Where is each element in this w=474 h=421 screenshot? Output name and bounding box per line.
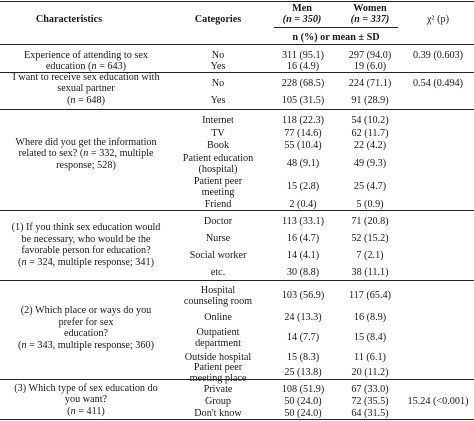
characteristic-label: (n = 648) (66, 94, 106, 106)
characteristic-label: related to sex? (n = 332, multiple (18, 148, 154, 160)
women-value: 297 (94.0) (348, 50, 392, 61)
characteristic-label: response; 528) (56, 159, 116, 171)
women-value: 49 (9.3) (353, 158, 387, 169)
women-value: 64 (31.5) (351, 408, 389, 419)
category-label: department (195, 337, 241, 349)
characteristic-label: prefer for sex (58, 316, 114, 328)
women-value: 15 (8.4) (353, 332, 387, 343)
men-value: 30 (8.8) (286, 267, 320, 278)
men-value: 14 (4.1) (286, 250, 320, 261)
top-rule (0, 1, 474, 2)
subheader-rule (274, 27, 398, 28)
men-value: 24 (13.3) (284, 312, 322, 323)
women-value: 5 (0.9) (356, 199, 384, 210)
women-value: 19 (6.0) (353, 61, 387, 72)
header-women-n: (n = 337) (350, 14, 390, 25)
women-value: 20 (11.2) (351, 367, 389, 378)
category-label: Don't know (194, 408, 242, 419)
characteristic-label: I want to receive sex education with (12, 71, 160, 83)
bottom-rule (0, 419, 474, 420)
men-value: 228 (68.5) (281, 78, 325, 89)
category-label: Social worker (189, 250, 247, 261)
row-divider (0, 379, 474, 380)
characteristic-label: (2) Which place or ways do you (20, 305, 152, 316)
women-value: 11 (6.1) (354, 352, 386, 363)
header-men-n: (n = 350) (282, 14, 322, 25)
women-value: 38 (11.1) (351, 267, 389, 278)
category-label: Patient peer (193, 362, 243, 373)
category-label: Hospital (200, 285, 236, 296)
category-label: Outpatient (196, 327, 240, 338)
category-label: Patient peer (193, 176, 243, 187)
category-label: Yes (210, 95, 226, 106)
women-value: 16 (8.9) (353, 312, 387, 323)
characteristic-label: favorable person for education? (21, 245, 151, 256)
chi-square-value: 15.24 (<0.001) (407, 396, 469, 407)
men-value: 103 (56.9) (281, 290, 325, 301)
category-label: meeting (201, 186, 235, 198)
characteristic-label: education? (63, 328, 109, 339)
women-value: 117 (65.4) (348, 290, 392, 301)
characteristic-label: (n = 324, multiple response; 341) (18, 256, 154, 268)
category-label: No (211, 78, 225, 89)
women-value: 71 (20.8) (351, 216, 389, 227)
category-label: No (211, 50, 225, 61)
men-value: 50 (24.0) (284, 396, 322, 407)
characteristic-label: Experience of attending to sex (24, 49, 148, 61)
characteristic-label: Where did you get the information (15, 136, 157, 148)
women-value: 67 (33.0) (351, 384, 389, 395)
category-label: etc. (210, 267, 226, 278)
header-chi-square: χ² (p) (426, 14, 450, 25)
characteristic-label: education (n = 643) (45, 61, 127, 72)
header-categories: Categories (194, 14, 242, 25)
men-value: 25 (13.8) (284, 367, 322, 378)
row-divider (0, 109, 474, 110)
category-label: Group (204, 396, 232, 407)
characteristic-label: (1) If you think sex education would (11, 222, 161, 233)
women-value: 224 (71.1) (348, 78, 392, 89)
category-label: meeting place (189, 372, 247, 384)
men-value: 15 (2.8) (286, 181, 320, 192)
category-label: Friend (204, 199, 232, 210)
men-value: 311 (95.1) (281, 50, 325, 61)
men-value: 16 (4.9) (286, 61, 320, 72)
category-label: counseling room (183, 295, 253, 307)
characteristic-label: sexual partner (57, 83, 115, 95)
women-value: 91 (28.9) (351, 95, 389, 106)
header-rule (0, 44, 474, 45)
category-label: Yes (210, 61, 226, 72)
men-value: 50 (24.0) (284, 408, 322, 419)
category-label: TV (211, 128, 225, 139)
women-value: 7 (2.1) (356, 250, 384, 261)
men-value: 118 (22.3) (281, 115, 325, 126)
women-value: 52 (15.2) (351, 233, 389, 244)
men-value: 15 (8.3) (286, 352, 320, 363)
category-label: Nurse (205, 233, 231, 244)
header-women: Women (353, 3, 387, 14)
men-value: 16 (4.7) (286, 233, 320, 244)
chi-square-value: 0.54 (0.494) (412, 78, 464, 89)
women-value: 72 (35.5) (351, 396, 389, 407)
men-value: 48 (9.1) (286, 158, 320, 169)
category-label: Patient education (182, 153, 254, 164)
category-label: (hospital) (198, 163, 238, 175)
men-value: 108 (51.9) (281, 384, 325, 395)
women-value: 25 (4.7) (353, 181, 387, 192)
men-value: 105 (31.5) (281, 95, 325, 106)
category-label: Online (204, 312, 232, 323)
header-characteristics: Characteristics (35, 14, 103, 25)
characteristic-label: be necessary, who would be the (21, 233, 151, 245)
women-value: 54 (10.2) (351, 115, 389, 126)
category-label: Private (203, 384, 233, 395)
header-men: Men (292, 3, 312, 14)
men-value: 113 (33.1) (281, 216, 325, 227)
header-units: n (%) or mean ± SD (292, 32, 380, 43)
row-divider (0, 210, 474, 211)
characteristic-label: (3) Which type of sex education do (14, 382, 158, 394)
row-divider (0, 280, 474, 281)
men-value: 77 (14.6) (284, 128, 322, 139)
men-value: 2 (0.4) (289, 199, 317, 210)
category-label: Doctor (203, 216, 233, 227)
characteristic-label: (n = 411) (67, 405, 105, 417)
category-label: Outside hospital (184, 352, 252, 363)
category-label: Internet (202, 115, 234, 126)
characteristic-label: you want? (64, 394, 108, 406)
men-value: 14 (7.7) (286, 332, 320, 343)
women-value: 62 (11.7) (351, 128, 389, 139)
category-label: Book (206, 140, 230, 151)
men-value: 55 (10.4) (284, 140, 322, 151)
characteristic-label: (n = 343, multiple response; 360) (18, 339, 154, 351)
chi-square-value: 0.39 (0.603) (412, 50, 464, 61)
women-value: 22 (4.2) (353, 140, 387, 151)
